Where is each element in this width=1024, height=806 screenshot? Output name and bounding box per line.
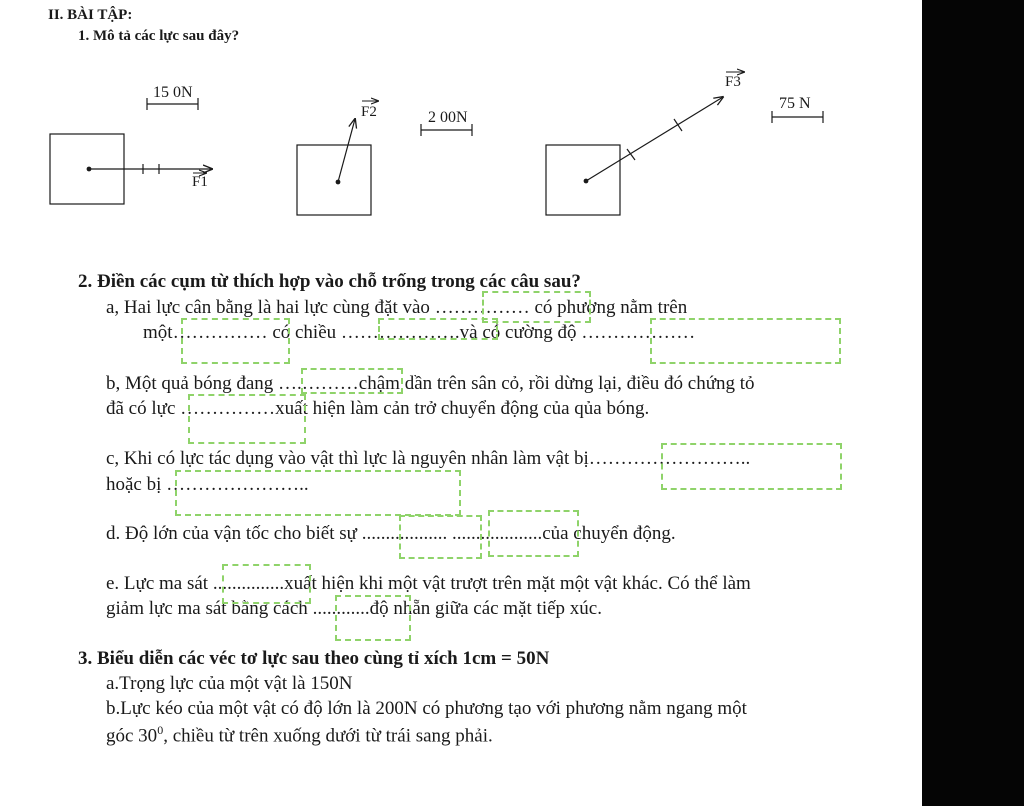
answer-box-d1[interactable] <box>399 515 482 559</box>
q2c-line2: hoặc bị ………………….. <box>106 474 309 495</box>
question-1-text: 1. Mô tả các lực sau đây? <box>78 28 240 44</box>
blank-b1[interactable]: ….……… <box>278 373 359 394</box>
right-black-bar <box>922 0 1024 806</box>
q2a-line1: a, Hai lực cân bằng là hai lực cùng đặt vào …………… có phương nằm trên <box>106 297 688 318</box>
q2a-line2: một…………… có chiều ……………….và có cường độ ……………… <box>143 322 696 343</box>
blank-a2[interactable]: …………… <box>172 322 268 343</box>
question-2-heading: 2. Điền các cụm từ thích hợp vào chỗ trống trong các câu sau? <box>78 271 581 292</box>
answer-box-e2[interactable] <box>335 595 411 641</box>
answer-box-d2[interactable] <box>488 510 579 557</box>
force-label-f3: F3 <box>725 74 741 90</box>
answer-box-c2[interactable] <box>175 470 461 516</box>
object-box-2 <box>297 145 371 215</box>
q2e-line2: giảm lực ma sát bằng cách ............độ nhẵn giữa các mặt tiếp xúc. <box>106 598 602 619</box>
q2b-line1: b, Một quả bóng đang ….………chậm dần trên sân cỏ, rồi dừng lại, điều đó chứng tỏ <box>106 373 755 394</box>
object-box-3 <box>546 145 620 215</box>
blank-c1[interactable]: …………………….. <box>588 448 751 469</box>
blank-b2[interactable]: …………… <box>180 398 276 419</box>
figure-3 <box>546 72 823 215</box>
blank-c2[interactable]: ………………….. <box>166 474 309 495</box>
answer-box-a2[interactable] <box>181 318 290 364</box>
answer-box-a1[interactable] <box>482 291 591 323</box>
blank-d2[interactable]: ................... <box>451 523 543 544</box>
force-label-f1: F1 <box>192 174 208 190</box>
force-vector-f3 <box>586 97 723 181</box>
q2e-line1: e. Lực ma sát ...............xuất hiện khi một vật trượt trên mặt một vật khác. Có thể làm <box>106 573 751 594</box>
q2b-line2: đã có lực ……………xuất hiện làm cản trở chuyển động của qủa bóng. <box>106 398 650 419</box>
force-vector-f2 <box>338 119 355 182</box>
scale-label-2: 2 00N <box>428 109 468 126</box>
section-title: II. BÀI TẬP: <box>48 7 133 23</box>
blank-a3[interactable]: ………………. <box>340 322 460 343</box>
blank-e1[interactable]: ............... <box>212 573 285 594</box>
blank-a1[interactable]: …………… <box>434 297 530 318</box>
question-3-heading: 3. Biểu diễn các véc tơ lực sau theo cùng tỉ xích 1cm = 50N <box>78 648 550 669</box>
blank-a4[interactable]: ……………… <box>581 322 696 343</box>
answer-box-b2[interactable] <box>188 394 306 444</box>
figure-1 <box>50 98 212 204</box>
force-label-f2: F2 <box>361 104 377 120</box>
answer-box-a4[interactable] <box>650 318 841 364</box>
q3b-line1: b.Lực kéo của một vật có độ lớn là 200N có phương tạo với phương nằm ngang một <box>106 698 747 719</box>
answer-box-e1[interactable] <box>222 564 311 604</box>
q2c-line1: c, Khi có lực tác dụng vào vật thì lực là nguyên nhân làm vật bị…………………….. <box>106 448 751 469</box>
answer-box-a3[interactable] <box>378 318 498 340</box>
q2d-line: d. Độ lớn của vận tốc cho biết sự .................. ...................của chuyển động. <box>106 523 676 544</box>
answer-box-c1[interactable] <box>661 443 842 490</box>
scale-label-1: 15 0N <box>153 84 193 101</box>
q3a-text: a.Trọng lực của một vật là 150N <box>106 673 353 694</box>
scale-label-3: 75 N <box>779 95 811 112</box>
q3b-line2: góc $30^0$, chiều từ trên xuống dưới từ trái sang phải. <box>106 723 493 747</box>
answer-box-b1[interactable] <box>301 368 403 394</box>
blank-d1[interactable]: .................. <box>361 523 448 544</box>
blank-e2[interactable]: ............ <box>312 598 370 619</box>
